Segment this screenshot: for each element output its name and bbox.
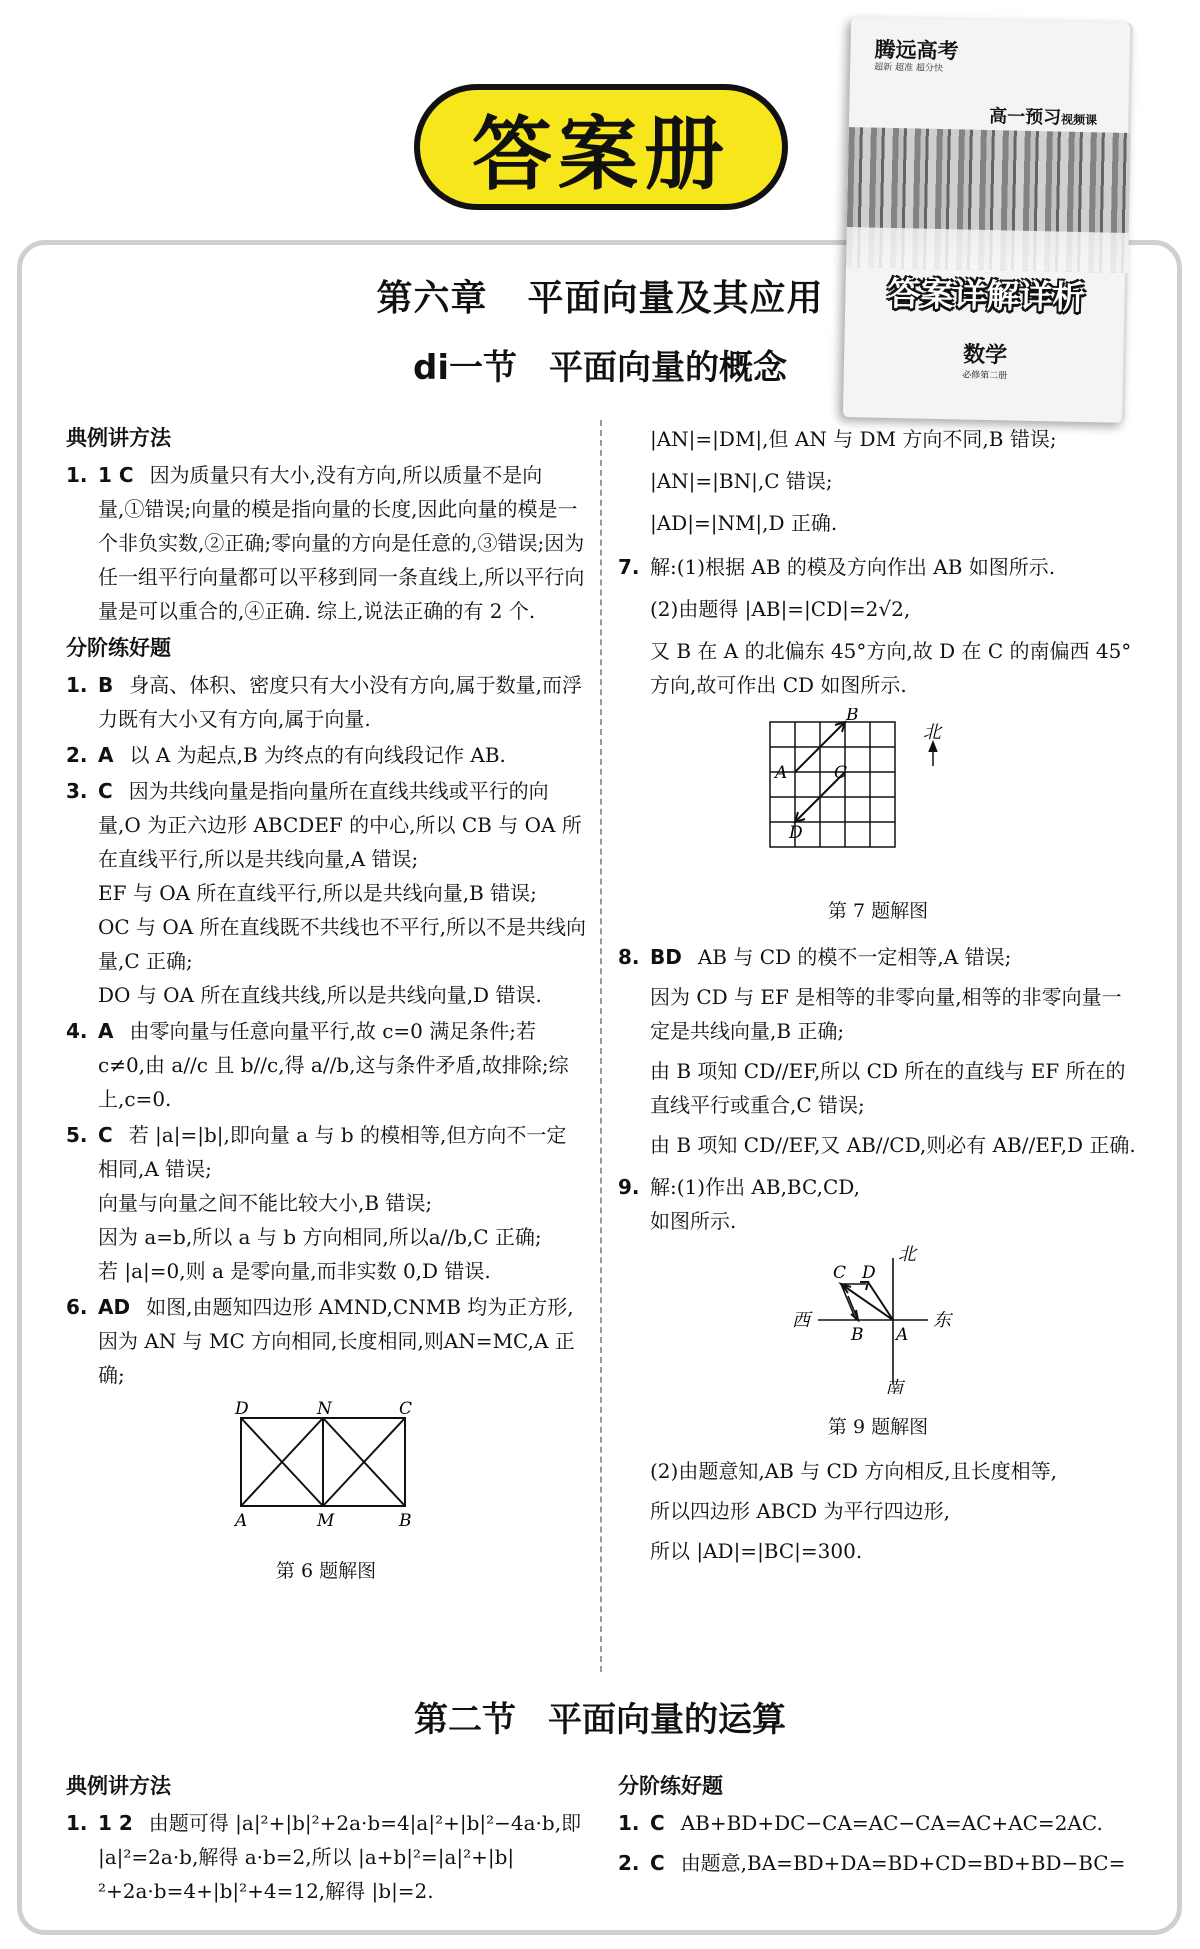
left-heading-practice: 分阶练好题	[66, 636, 171, 660]
practice-q3-line: EF 与 OA 所在直线平行,所以是共线向量,B 错误;	[98, 881, 537, 905]
q9-line-2: 如图所示.	[650, 1209, 737, 1233]
section-2-name: 平面向量的运算	[548, 1700, 786, 1740]
practice-q2-text: 以 A 为起点,B 为终点的有向线段记作 AB.	[129, 743, 506, 767]
q8-line-b: 因为 CD 与 EF 是相等的非零向量,相等的非零向量一定是共线向量,B 正确;	[650, 985, 1122, 1043]
fig9-label-C: C	[833, 1263, 847, 1283]
q7-line-1: 解:(1)根据 AB 的模及方向作出 AB 如图所示.	[650, 555, 1056, 579]
fig7-label-C: C	[834, 763, 848, 783]
practice-items	[66, 668, 586, 1392]
fig7-label-D: D	[789, 823, 803, 843]
left-heading-examples: 典例讲方法	[66, 426, 171, 450]
q9-num: 9.	[618, 1175, 640, 1199]
figure-7	[618, 708, 1138, 888]
book-cover-image	[843, 17, 1133, 423]
example-q1	[66, 458, 586, 628]
q8-num: 8.	[618, 945, 640, 969]
practice-q6-num: 6.	[66, 1295, 88, 1319]
section2-p2-text: 由题意,BA=BD+DA=BD+CD=BD+BD−BC=	[680, 1851, 1126, 1875]
section2-p1-num: 1.	[618, 1811, 640, 1835]
bottom-left-column	[66, 1768, 586, 1910]
practice-q2-line	[98, 738, 586, 772]
bottom-right-column	[618, 1768, 1138, 1882]
book-tag-sub: 视频课	[1060, 112, 1098, 128]
book-maze-illustration	[846, 127, 1131, 273]
practice-q8	[618, 940, 1138, 1162]
q7-num: 7.	[618, 555, 640, 579]
practice-q3-line	[98, 774, 586, 876]
q7-line-3: 又 B 在 A 的北偏东 45°方向,故 D 在 C 的南偏西 45°方向,故可作出 CD 如图所示.	[650, 639, 1132, 697]
book-tag-text: 高一预习	[988, 106, 1062, 129]
practice-q1-num: 1.	[66, 673, 88, 697]
fig6-label-C: C	[399, 1399, 413, 1419]
practice-q3-num: 3.	[66, 779, 88, 803]
practice-q5-answer: C	[98, 1123, 113, 1147]
practice-q3-line: DO 与 OA 所在直线共线,所以是共线向量,D 错误.	[98, 983, 542, 1007]
q9-line-1: 解:(1)作出 AB,BC,CD,	[650, 1175, 860, 1199]
book-tag	[989, 102, 1098, 130]
practice-q6-answer: AD	[98, 1295, 131, 1319]
book-subject: 数学	[962, 342, 1008, 369]
q9-part2-line-1: (2)由题意知,AB 与 CD 方向相反,且长度相等,	[650, 1459, 1057, 1483]
fig9-west: 西	[792, 1310, 810, 1331]
fig9-label-B: B	[851, 1325, 864, 1345]
left-column	[66, 420, 586, 1588]
book-brand: 腾远高考	[874, 37, 959, 64]
figure-9-caption: 第 9 题解图	[827, 1416, 929, 1438]
fig7-label-A: A	[775, 763, 788, 783]
practice-q5-line: 因为 a=b,所以 a 与 b 方向相同,所以a//b,C 正确;	[98, 1225, 542, 1249]
book-subject-sub: 必修第二册	[962, 370, 1008, 382]
practice-q3-text: 因为共线向量是指向量所在直线共线或平行的向量,O 为正六边形 ABCDEF 的中心,所以 CB 与 OA 所在直线平行,所以是共线向量,A 错误;	[98, 779, 582, 871]
q7-line-2: (2)由题得 |AB|=|CD|=2√2,	[650, 597, 911, 621]
section2-p1-text: AB+BD+DC−CA=AC−CA=AC+AC=2AC.	[680, 1811, 1103, 1835]
section-2-title	[0, 1692, 1200, 1741]
section2-q1-num: 1.	[66, 1811, 88, 1835]
banner-title: 答案册	[472, 107, 730, 201]
q8-line-d: 由 B 项知 CD//EF,又 AB//CD,则必有 AB//EF,D 正确.	[650, 1133, 1136, 1157]
section-1-name: 平面向量的概念	[549, 348, 787, 388]
figure-7-caption: 第 7 题解图	[827, 900, 929, 922]
practice-q5	[66, 1118, 586, 1288]
practice-q2-answer: A	[98, 743, 114, 767]
practice-q1-text: 身高、体积、密度只有大小没有方向,属于数量,而浮力既有大小又有方向,属于向量.	[98, 673, 582, 731]
section2-practice-q1	[618, 1806, 1138, 1840]
fig9-north: 北	[898, 1244, 916, 1265]
figure-9	[618, 1244, 1138, 1404]
practice-q1-line	[98, 668, 586, 736]
practice-q3-answer: C	[98, 779, 113, 803]
practice-q6	[66, 1290, 586, 1392]
practice-q5-text: 若 |a|=|b|,即向量 a 与 b 的模相等,但方向不一定相同,A 错误;	[98, 1123, 567, 1181]
fig9-south: 南	[885, 1378, 903, 1394]
practice-q3	[66, 774, 586, 1012]
section2-example-q1	[66, 1806, 586, 1908]
figure-6-diagram	[231, 1398, 421, 1538]
fig9-label-D: D	[862, 1263, 876, 1283]
fig6-label-A: A	[235, 1511, 248, 1531]
book-title: 答案详解详析	[887, 273, 1086, 318]
practice-q6-text: 如图,由题知四边形 AMND,CNMB 均为正方形,因为 AN 与 MC 方向相同,长度相同,则AN=MC,A 正确;	[98, 1295, 575, 1387]
practice-q4-text: 由零向量与任意向量平行,故 c=0 满足条件;若 c≠0,由 a//c 且 b//c,得 a//b,这与条件矛盾,故排除;综上,c=0.	[98, 1019, 569, 1111]
figure-7-diagram	[758, 708, 998, 878]
section-2-num: 第二节	[414, 1700, 516, 1740]
section2-q1-text: 由题可得 |a|²+|b|²+2a·b=4|a|²+|b|²−4a·b,即 |a|²=2a·b,解得 a·b=2,所以 |a+b|²=|a|²+|b|²+2a·b=4+|b|²+4=12,解得 |b|=2.	[98, 1811, 582, 1903]
practice-q2-num: 2.	[66, 743, 88, 767]
figure-6-caption: 第 6 题解图	[275, 1560, 377, 1582]
practice-q6-line	[98, 1290, 586, 1392]
practice-q1	[66, 668, 586, 736]
bottom-left-heading: 典例讲方法	[66, 1774, 171, 1798]
section2-p2-answer: C	[650, 1851, 665, 1875]
q9-part2-line-2: 所以四边形 ABCD 为平行四边形,	[650, 1499, 950, 1523]
practice-q2	[66, 738, 586, 772]
example-q1-text: 因为质量只有大小,没有方向,所以质量不是向量,①错误;向量的模是指向量的长度,因此向量的模是一个非负实数,②正确;零向量的方向是任意的,③错误;因为任一组平行向量都可以平移到同一条直线上,所以平行向量是可以重合的,④正确. 综上,说法正确的有 2 个.	[98, 463, 585, 623]
q6-line-d: |AD|=|NM|,D 正确.	[650, 511, 838, 535]
practice-q4-line	[98, 1014, 586, 1116]
chapter-name: 平面向量及其应用	[527, 278, 824, 319]
book-brand-sub: 超新 超准 超分快	[874, 62, 943, 75]
q8-line-a: AB 与 CD 的模不一定相等,A 错误;	[697, 945, 1012, 969]
chapter-num: 第六章	[376, 278, 488, 319]
q6-continued	[618, 422, 1138, 540]
fig6-label-B: B	[399, 1511, 412, 1531]
answer-book-banner	[414, 84, 788, 210]
practice-q7	[618, 550, 1138, 702]
practice-q9	[618, 1170, 1138, 1238]
figure-6	[66, 1398, 586, 1548]
section2-q1-answer: 1 2	[98, 1811, 133, 1835]
practice-q5-line	[98, 1118, 586, 1186]
practice-q4-answer: A	[98, 1019, 114, 1043]
figure-9-diagram	[778, 1244, 978, 1394]
practice-q1-answer: B	[98, 673, 114, 697]
practice-q4-num: 4.	[66, 1019, 88, 1043]
right-column	[618, 422, 1138, 1568]
q9-part2-line-3: 所以 |AD|=|BC|=300.	[650, 1539, 863, 1563]
section2-p1-answer: C	[650, 1811, 665, 1835]
fig9-label-A: A	[896, 1325, 909, 1345]
practice-q4	[66, 1014, 586, 1116]
bottom-right-heading: 分阶练好题	[618, 1774, 723, 1798]
section-1-num: di一节	[413, 348, 517, 388]
q8-line-c: 由 B 项知 CD//EF,所以 CD 所在的直线与 EF 所在的直线平行或重合,C 错误;	[650, 1059, 1126, 1117]
practice-q5-num: 5.	[66, 1123, 88, 1147]
fig6-label-M: M	[317, 1511, 335, 1531]
section2-p2-num: 2.	[618, 1851, 640, 1875]
example-q1-answer: 1 C	[98, 463, 134, 487]
practice-q3-line: OC 与 OA 所在直线既不共线也不平行,所以不是共线向量,C 正确;	[98, 915, 586, 973]
practice-q5-line: 向量与向量之间不能比较大小,B 错误;	[98, 1191, 433, 1215]
q9-part2	[618, 1454, 1138, 1568]
column-divider	[600, 420, 602, 1672]
fig9-east: 东	[933, 1310, 951, 1331]
fig6-label-D: D	[235, 1399, 249, 1419]
section2-practice-q2	[618, 1846, 1138, 1880]
q6-line-c: |AN|=|BN|,C 错误;	[650, 469, 833, 493]
q6-line-b: |AN|=|DM|,但 AN 与 DM 方向不同,B 错误;	[650, 427, 1057, 451]
practice-q5-line: 若 |a|=0,则 a 是零向量,而非实数 0,D 错误.	[98, 1259, 491, 1283]
fig6-label-N: N	[317, 1399, 332, 1419]
fig7-north: 北	[923, 722, 941, 743]
fig7-label-B: B	[846, 708, 859, 725]
example-q1-num: 1.	[66, 463, 88, 487]
q8-answer: BD	[650, 945, 682, 969]
